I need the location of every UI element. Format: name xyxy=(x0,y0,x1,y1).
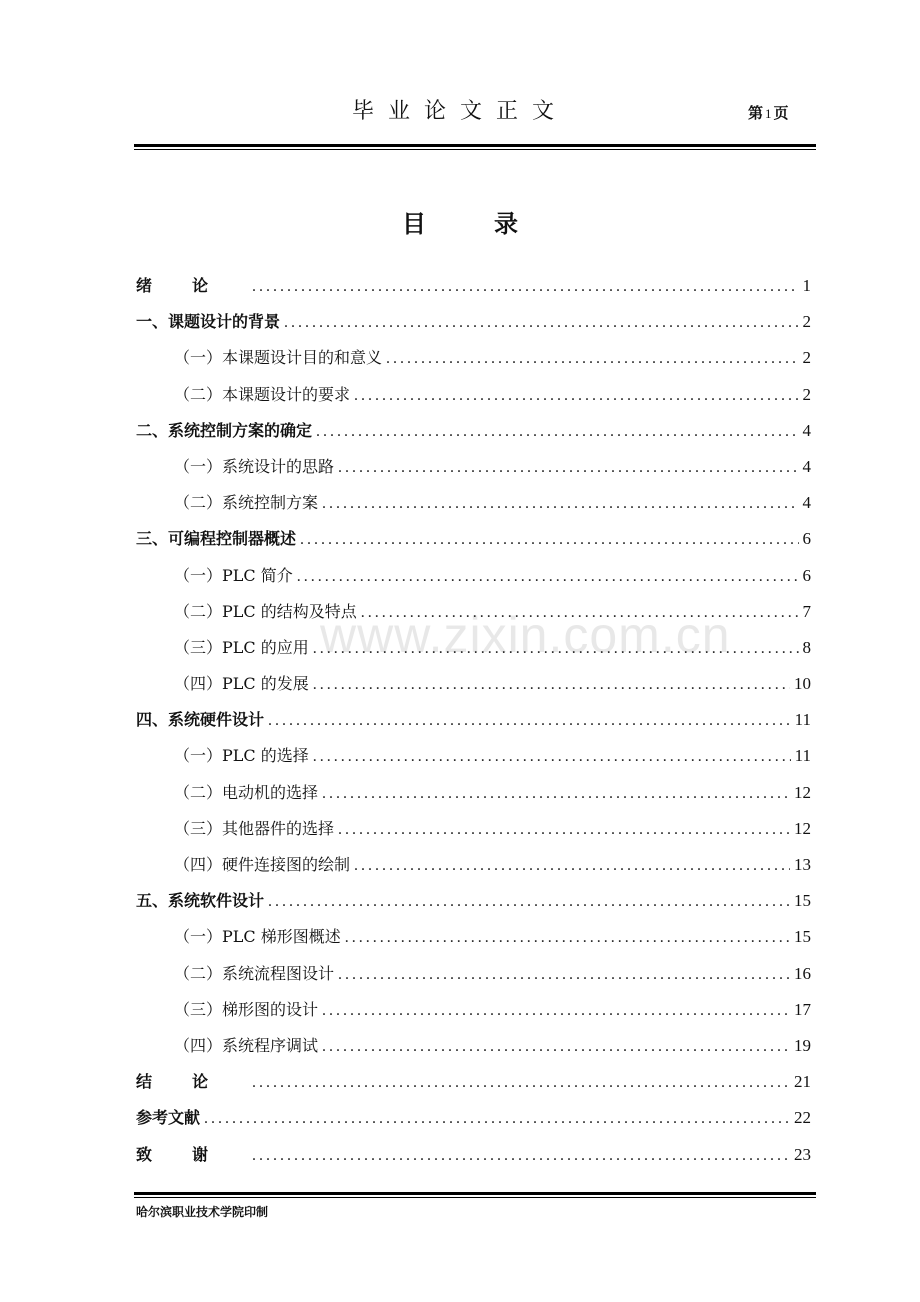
toc-leader-dots xyxy=(322,776,790,812)
header-rule-thick xyxy=(134,144,816,147)
toc-entry-page: 2 xyxy=(802,348,811,368)
toc-entry-page: 4 xyxy=(802,420,811,440)
toc-entry[interactable] xyxy=(136,702,811,738)
toc-entry-page: 12 xyxy=(794,782,811,802)
toc-leader-dots xyxy=(338,957,790,993)
toc-entry-label: （一）系统设计的思路 xyxy=(174,456,335,476)
toc-entry[interactable] xyxy=(136,919,811,955)
toc-title xyxy=(0,204,920,239)
toc-leader-dots xyxy=(313,631,799,667)
footer-rule-thick xyxy=(134,1192,816,1195)
toc-leader-dots xyxy=(316,414,798,450)
table-of-contents xyxy=(136,268,811,1173)
page-number-value: 1 xyxy=(765,106,772,121)
toc-entry[interactable] xyxy=(136,811,811,847)
toc-entry-label: 结论 xyxy=(136,1072,249,1092)
page-prefix: 第 xyxy=(748,104,764,122)
toc-entry-label: 参考文献 xyxy=(136,1108,201,1128)
toc-entry[interactable] xyxy=(136,594,811,630)
toc-leader-dots xyxy=(252,269,798,305)
toc-entry-page: 8 xyxy=(802,637,811,657)
toc-entry[interactable] xyxy=(136,630,811,666)
toc-entry-page: 11 xyxy=(794,710,811,730)
footer-text: 哈尔滨职业技术学院印制 xyxy=(136,1205,269,1219)
toc-entry-label: 一、课题设计的背景 xyxy=(136,312,281,332)
toc-entry[interactable] xyxy=(136,883,811,919)
toc-entry-page: 17 xyxy=(794,999,811,1019)
toc-entry-page: 15 xyxy=(794,891,811,911)
toc-entry-page: 1 xyxy=(802,276,811,295)
toc-leader-dots xyxy=(386,341,798,377)
toc-entry-page: 21 xyxy=(794,1072,811,1092)
toc-leader-dots xyxy=(361,595,799,631)
toc-entry[interactable] xyxy=(136,1137,811,1173)
toc-entry-label: （三）PLC 的应用 xyxy=(174,637,309,657)
toc-leader-dots xyxy=(338,450,798,486)
toc-entry-page: 6 xyxy=(802,565,811,585)
toc-entry-page: 4 xyxy=(802,456,811,476)
toc-leader-dots xyxy=(268,703,791,739)
toc-leader-dots xyxy=(345,920,790,956)
toc-entry[interactable] xyxy=(136,738,811,774)
footer-rule-thin xyxy=(134,1197,816,1198)
toc-leader-dots xyxy=(354,848,790,884)
toc-leader-dots xyxy=(313,667,790,703)
toc-entry[interactable] xyxy=(136,847,811,883)
toc-entry[interactable] xyxy=(136,377,811,413)
toc-entry-label: （四）PLC 的发展 xyxy=(174,674,309,694)
toc-leader-dots xyxy=(354,378,798,414)
toc-entry-page: 11 xyxy=(794,746,811,766)
toc-entry-label: （一）PLC 梯形图概述 xyxy=(174,927,341,947)
toc-leader-dots xyxy=(322,1029,790,1065)
toc-entry[interactable] xyxy=(136,304,811,340)
toc-leader-dots xyxy=(204,1101,790,1137)
toc-entry-page: 23 xyxy=(794,1144,811,1164)
toc-leader-dots xyxy=(252,1065,790,1101)
toc-entry-label: 五、系统软件设计 xyxy=(136,891,265,911)
toc-entry-page: 13 xyxy=(794,855,811,874)
toc-entry-page: 22 xyxy=(794,1108,811,1128)
toc-title-char-1: 目 xyxy=(402,210,426,238)
toc-leader-dots xyxy=(297,559,799,595)
toc-entry[interactable] xyxy=(136,992,811,1028)
toc-entry[interactable] xyxy=(136,1064,811,1100)
toc-leader-dots xyxy=(268,884,790,920)
toc-entry-page: 12 xyxy=(794,818,811,838)
toc-entry-label: （二）系统流程图设计 xyxy=(174,963,335,983)
toc-entry-page: 2 xyxy=(802,384,811,404)
toc-entry[interactable] xyxy=(136,268,811,304)
toc-leader-dots xyxy=(338,812,790,848)
toc-entry-label: 四、系统硬件设计 xyxy=(136,710,265,730)
toc-entry-label: （一）PLC 的选择 xyxy=(174,746,309,766)
toc-entry-label: （二）本课题设计的要求 xyxy=(174,384,351,404)
header-title: 毕业论文正文 xyxy=(351,99,568,124)
toc-entry-page: 16 xyxy=(794,963,811,983)
toc-entry-label: （一）PLC 简介 xyxy=(174,565,293,585)
toc-entry[interactable] xyxy=(136,413,811,449)
toc-entry-label: （二）PLC 的结构及特点 xyxy=(174,601,357,621)
toc-entry-label: 三、可编程控制器概述 xyxy=(136,529,297,549)
toc-entry-label: （三）梯形图的设计 xyxy=(174,999,319,1019)
page-number xyxy=(748,102,789,123)
toc-entry-label: （四）系统程序调试 xyxy=(174,1035,319,1055)
toc-entry[interactable] xyxy=(136,1100,811,1136)
toc-entry-page: 19 xyxy=(794,1035,811,1055)
toc-title-char-2: 录 xyxy=(494,210,518,238)
toc-entry-page: 6 xyxy=(802,529,811,549)
toc-entry-page: 4 xyxy=(802,493,811,513)
toc-entry[interactable] xyxy=(136,956,811,992)
toc-entry[interactable] xyxy=(136,775,811,811)
toc-leader-dots xyxy=(252,1138,790,1174)
toc-leader-dots xyxy=(322,486,798,522)
toc-entry[interactable] xyxy=(136,1028,811,1064)
toc-entry-label: （二）电动机的选择 xyxy=(174,782,319,802)
toc-entry-label: （四）硬件连接图的绘制 xyxy=(174,855,351,874)
toc-entry[interactable] xyxy=(136,666,811,702)
toc-entry-label: （三）其他器件的选择 xyxy=(174,818,335,838)
toc-leader-dots xyxy=(322,993,790,1029)
toc-entry-page: 15 xyxy=(794,927,811,947)
toc-entry-page: 2 xyxy=(802,312,811,332)
toc-entry[interactable] xyxy=(136,521,811,557)
toc-leader-dots xyxy=(284,305,798,341)
toc-entry-page: 10 xyxy=(794,674,811,694)
toc-entry-label: 二、系统控制方案的确定 xyxy=(136,420,313,440)
header-rule-thin xyxy=(134,149,816,150)
toc-entry-label: （二）系统控制方案 xyxy=(174,493,319,513)
toc-entry-label: （一）本课题设计目的和意义 xyxy=(174,348,383,368)
toc-leader-dots xyxy=(300,522,798,558)
watermark: www.zixin.com.cn xyxy=(320,607,731,663)
toc-entry[interactable] xyxy=(136,340,811,376)
toc-leader-dots xyxy=(313,739,791,775)
toc-entry-page: 7 xyxy=(802,601,811,621)
toc-entry-label: 绪论 xyxy=(136,276,249,295)
page-suffix: 页 xyxy=(773,104,789,122)
toc-entry[interactable] xyxy=(136,558,811,594)
toc-entry-label: 致谢 xyxy=(136,1144,249,1164)
toc-entry[interactable] xyxy=(136,485,811,521)
toc-entry[interactable] xyxy=(136,449,811,485)
